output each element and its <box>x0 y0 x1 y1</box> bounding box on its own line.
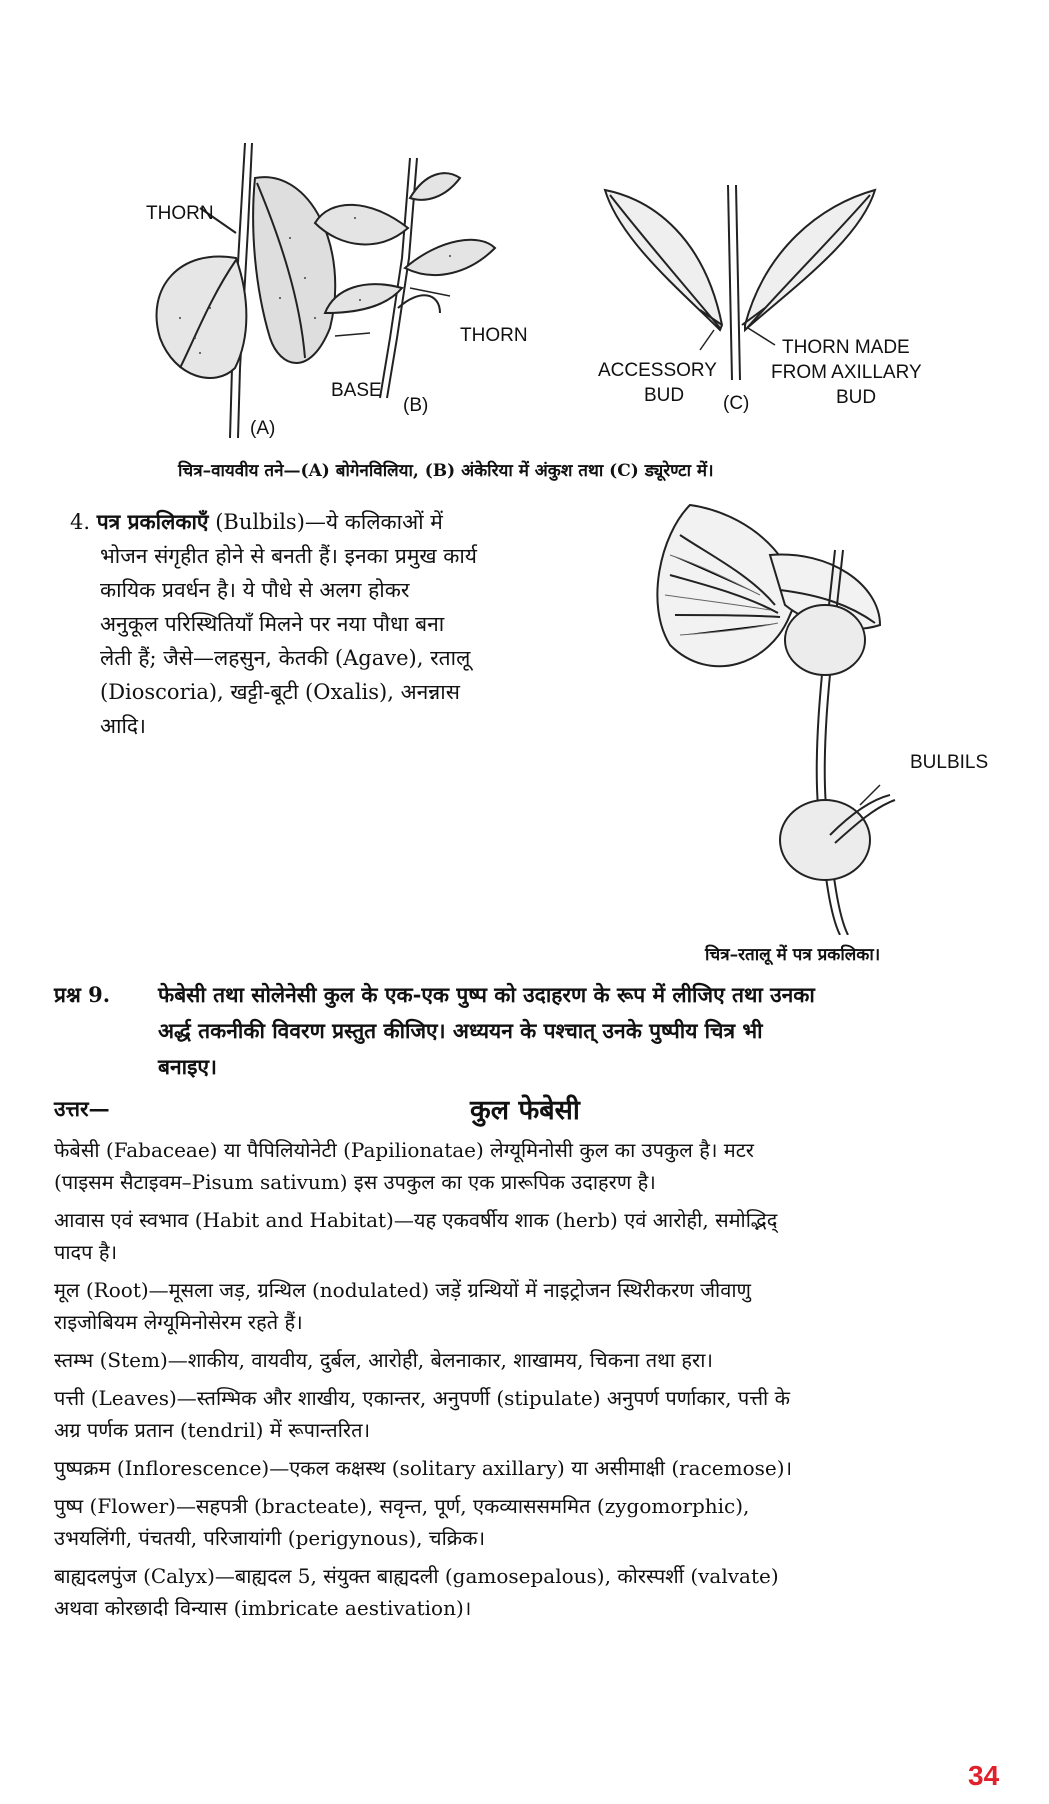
answer-para <box>54 1274 1044 1338</box>
label-bulbils: BULBILS <box>910 752 989 773</box>
bulbils-title: पत्र प्रकलिकाएँ <box>96 509 209 534</box>
answer-line: अथवा कोरछादी विन्यास (imbricate aestivation)। <box>54 1596 472 1620</box>
label-c: (C) <box>723 393 750 414</box>
label-b: (B) <box>403 395 429 416</box>
label-thorn-a: THORN <box>146 203 214 224</box>
label-bud-left: BUD <box>644 385 685 406</box>
answer-para <box>54 1490 1044 1554</box>
bulbils-line: आदि। <box>100 714 147 738</box>
label-base: BASE <box>331 380 382 401</box>
answer-para <box>54 1204 1044 1268</box>
answer-heading: कुल फेबेसी <box>470 1095 580 1126</box>
answer-para <box>54 1134 1044 1198</box>
figure-caption-bulbils: चित्र–रतालू में पत्र प्रकलिका। <box>705 945 881 965</box>
bulbils-line: कायिक प्रवर्धन है। ये पौधे से अलग होकर <box>100 578 410 602</box>
answer-body <box>54 1134 1044 1630</box>
question-line: अर्द्ध तकनीकी विवरण प्रस्तुत कीजिए। अध्ययन के पश्चात् उनके पुष्पीय चित्र भी <box>158 1018 763 1043</box>
answer-line: मूल (Root)—मूसला जड़, ग्रन्थिल (nodulated) जड़ें ग्रन्थियों में नाइट्रोजन स्थिरीकरण जीवाणु <box>54 1278 751 1302</box>
figure-caption-aerial-stems: चित्र–वायवीय तने—(A) बोगेनविलिया, (B) अंकेरिया में अंकुश तथा (C) ड्यूरेण्टा में। <box>178 461 714 481</box>
answer-line: आवास एवं स्वभाव (Habit and Habitat)—यह एकवर्षीय शाक (herb) एवं आरोही, समोद्भिद् <box>54 1208 778 1232</box>
bulbils-line: अनुकूल परिस्थितियाँ मिलने पर नया पौधा बना <box>100 612 445 636</box>
bulbils-line: (Bulbils)—ये कलिकाओं में <box>215 510 443 534</box>
answer-line: अग्र पर्णक प्रतान (tendril) में रूपान्तरित। <box>54 1418 371 1442</box>
answer-label: उत्तर— <box>54 1096 110 1121</box>
answer-line: स्तम्भ (Stem)—शाकीय, वायवीय, दुर्बल, आरोही, बेलनाकार, शाखामय, चिकना तथा हरा। <box>54 1348 713 1372</box>
bulbils-line: भोजन संगृहीत होने से बनती हैं। इनका प्रमुख कार्य <box>100 544 477 568</box>
label-thorn-b: THORN <box>460 325 528 346</box>
question-line: बनाइए। <box>158 1054 217 1079</box>
label-accessory: ACCESSORY <box>598 360 717 381</box>
question-line: फेबेसी तथा सोलेनेसी कुल के एक-एक पुष्प को उदाहरण के रूप में लीजिए तथा उनका <box>158 982 815 1007</box>
answer-line: उभयलिंगी, पंचतयी, परिजायांगी (perigynous), चक्रिक। <box>54 1526 486 1550</box>
bulbils-line: (Dioscoria), खट्टी-बूटी (Oxalis), अनन्नास <box>100 680 460 704</box>
question-block <box>54 977 1044 1085</box>
answer-para <box>54 1452 1044 1484</box>
question-label: प्रश्न 9. <box>54 982 111 1007</box>
bulbils-line: लेती हैं; जैसे—लहसुन, केतकी (Agave), रतालू <box>100 646 471 670</box>
answer-para <box>54 1382 1044 1446</box>
page-number: 34 <box>968 1760 1000 1791</box>
answer-line: राइजोबियम लेग्यूमिनोसेरम रहते हैं। <box>54 1310 303 1334</box>
answer-line: पादप है। <box>54 1240 118 1264</box>
label-a: (A) <box>250 418 276 439</box>
bulbils-number: 4. <box>70 510 91 534</box>
answer-line: (पाइसम सैटाइवम–Pisum sativum) इस उपकुल का एक प्रारूपिक उदाहरण है। <box>54 1170 656 1194</box>
bulbils-paragraph <box>70 505 630 743</box>
label-from-axillary: FROM AXILLARY <box>771 362 922 383</box>
answer-para <box>54 1560 1044 1624</box>
figure-dioscorea-bulbils <box>650 495 910 935</box>
answer-line: बाह्यदलपुंज (Calyx)—बाह्यदल 5, संयुक्त बाह्यदली (gamosepalous), कोरस्पर्शी (valvate) <box>54 1564 779 1588</box>
answer-line: पुष्पक्रम (Inflorescence)—एकल कक्षस्थ (solitary axillary) या असीमाक्षी (racemose)। <box>54 1456 793 1480</box>
answer-line: पत्ती (Leaves)—स्तम्भिक और शाखीय, एकान्तर, अनुपर्णी (stipulate) अनुपर्ण पर्णाकार, पत्ती के <box>54 1386 790 1410</box>
answer-line: पुष्प (Flower)—सहपत्री (bracteate), सवृन्त, पूर्ण, एकव्याससममित (zygomorphic), <box>54 1494 750 1518</box>
label-bud-right: BUD <box>836 387 877 408</box>
answer-para <box>54 1344 1044 1376</box>
label-thorn-made: THORN MADE <box>782 337 910 358</box>
answer-line: फेबेसी (Fabaceae) या पैपिलियोनेटी (Papilionatae) लेग्यूमिनोसी कुल का उपकुल है। मटर <box>54 1138 754 1162</box>
